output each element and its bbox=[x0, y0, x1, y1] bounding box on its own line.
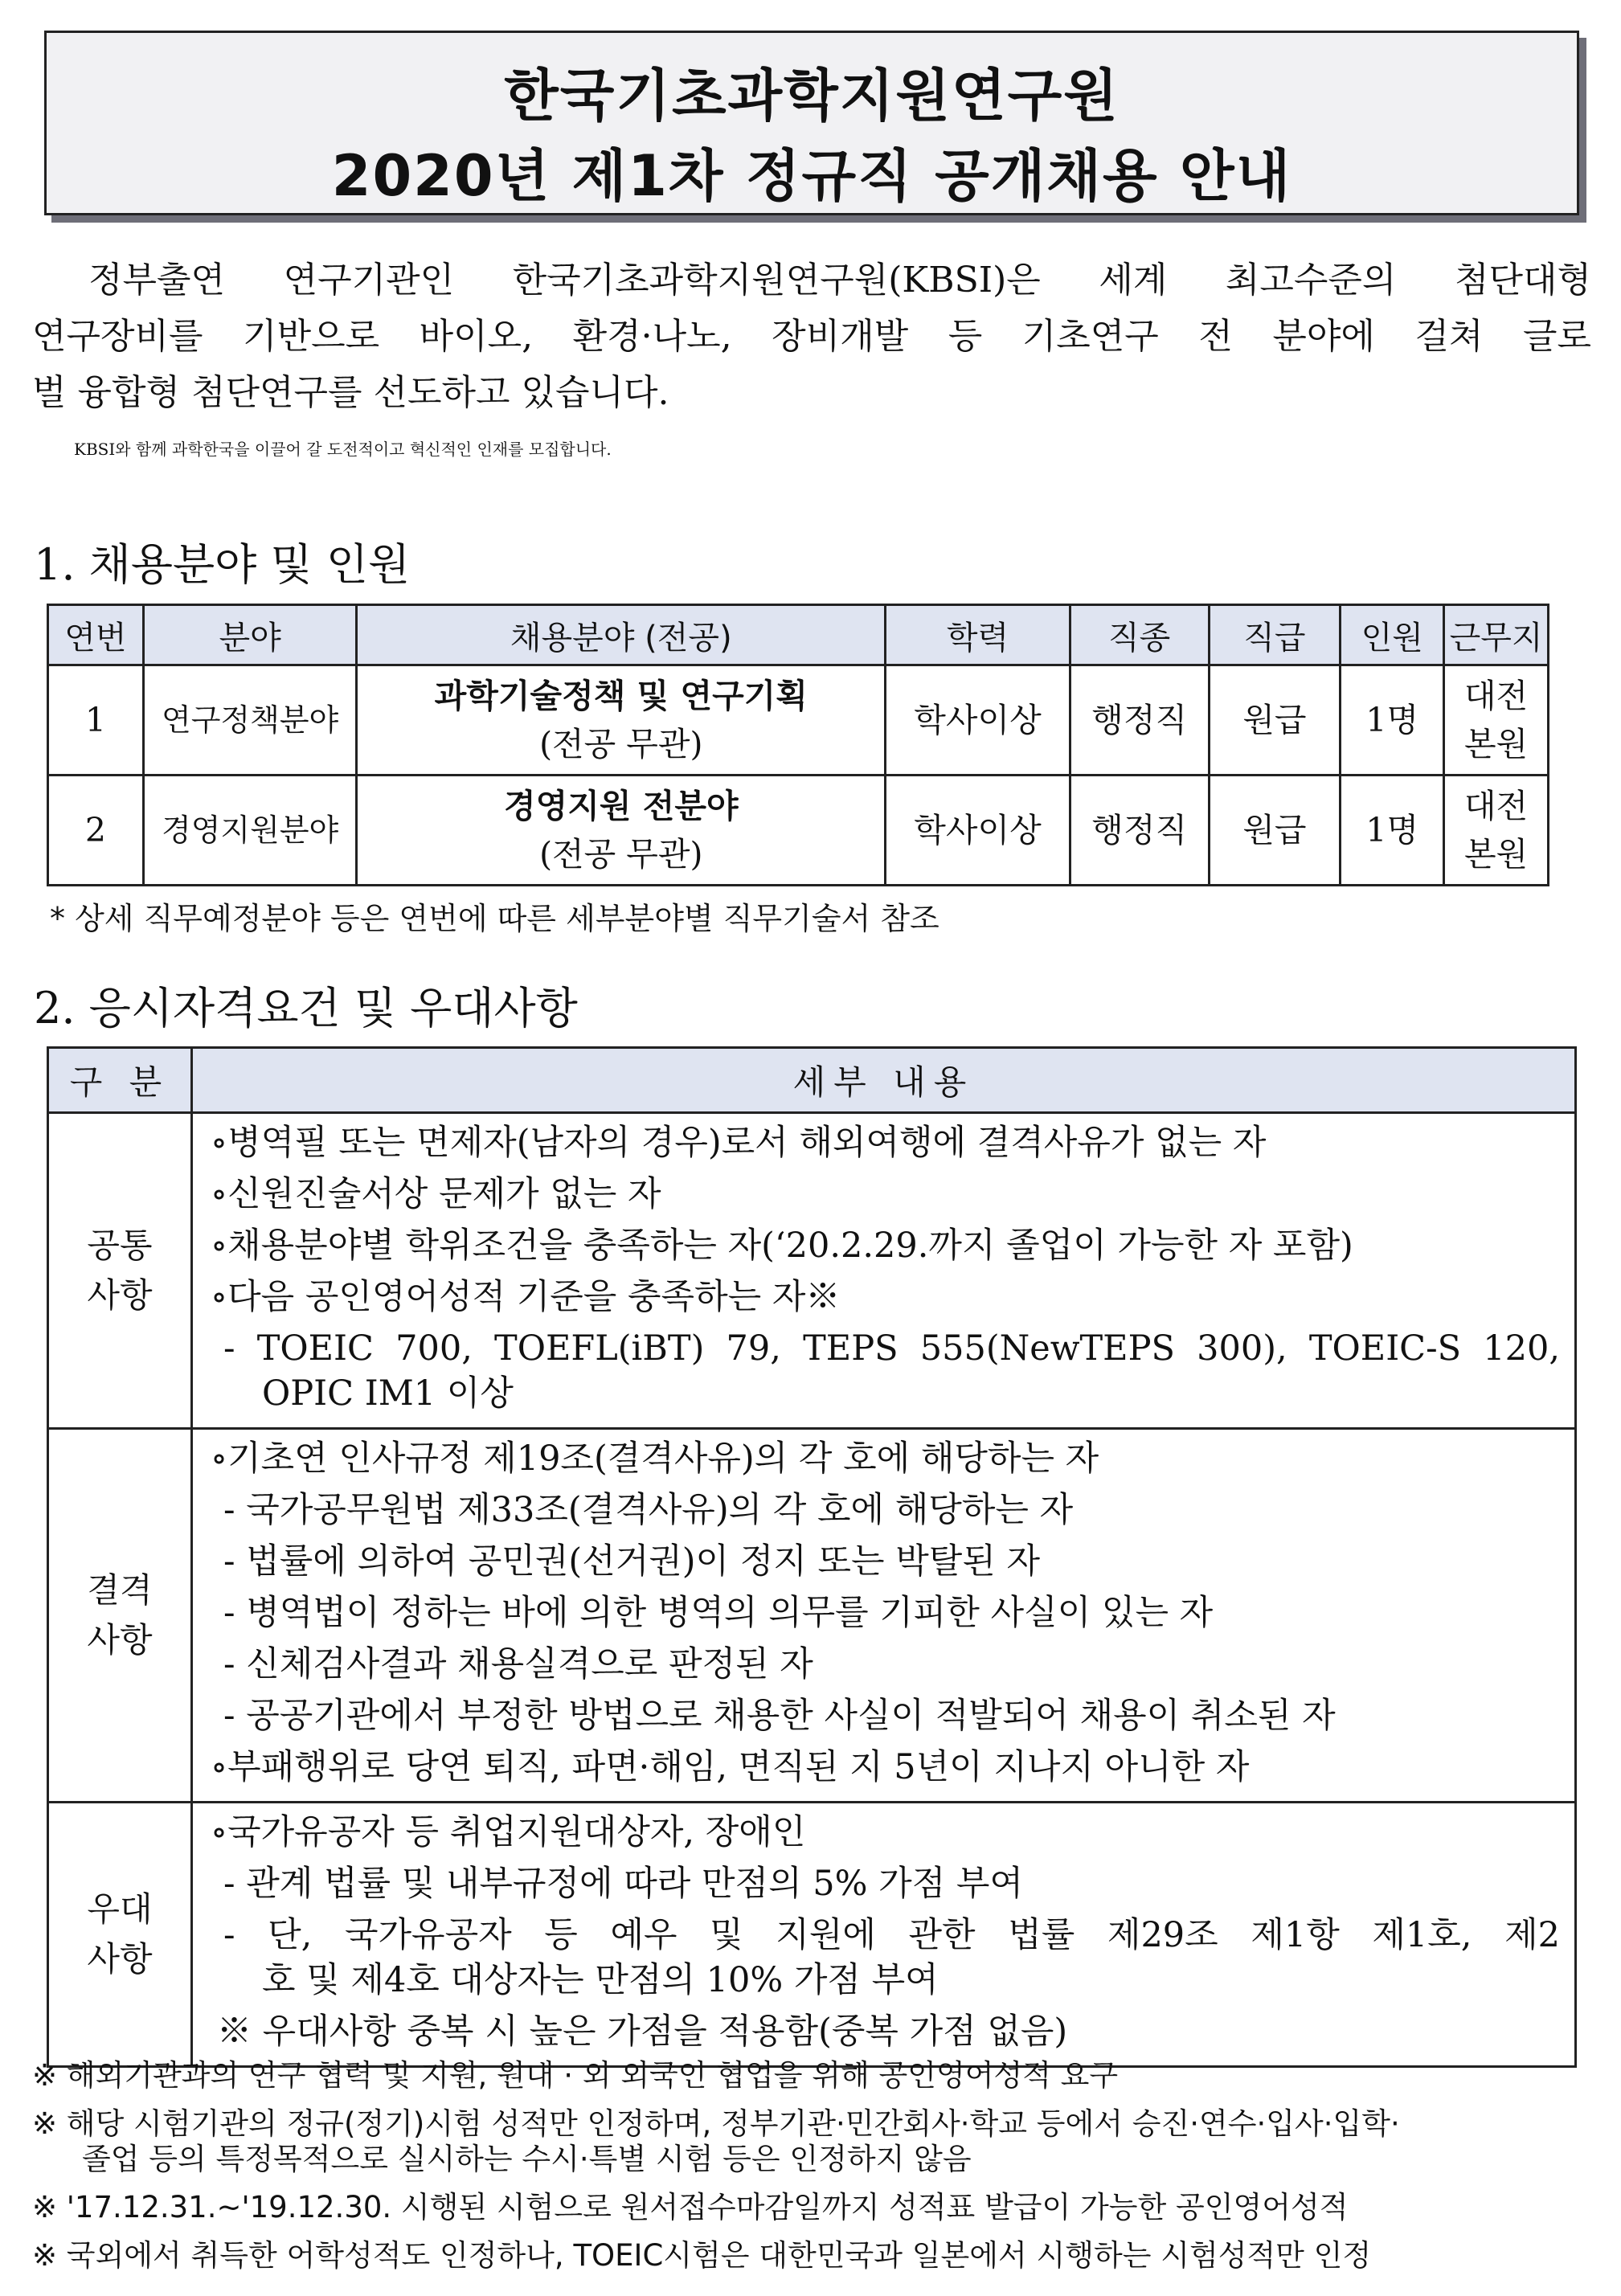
detail-line: - 신체검사결과 채용실격으로 판정된 자 bbox=[223, 1644, 813, 1684]
col-no: 연번 bbox=[48, 605, 144, 665]
category-disqualification bbox=[48, 1429, 192, 1803]
detail-common bbox=[192, 1113, 1576, 1429]
field-major: (전공 무관) bbox=[539, 725, 703, 763]
detail-line: - 공공기관에서 부정한 방법으로 채용한 사실이 적발되어 채용이 취소된 자 bbox=[223, 1696, 1336, 1736]
col-detail: 세부 내용 bbox=[192, 1048, 1576, 1113]
col-count: 인원 bbox=[1341, 605, 1444, 665]
location-site: 본원 bbox=[1463, 725, 1529, 763]
category-preference bbox=[48, 1803, 192, 2067]
row-grade: 원급 bbox=[1209, 776, 1341, 886]
table-row bbox=[48, 665, 1549, 776]
table-row bbox=[48, 1113, 1576, 1429]
category-common bbox=[48, 1113, 192, 1429]
row-no: 1 bbox=[48, 665, 144, 776]
detail-line: OPIC IM1 이상 bbox=[262, 1373, 514, 1414]
row-count: 1명 bbox=[1341, 776, 1444, 886]
requirements-table-header bbox=[48, 1048, 1576, 1113]
row-no: 2 bbox=[48, 776, 144, 886]
category-label: 결격 bbox=[87, 1570, 153, 1610]
row-field bbox=[357, 776, 886, 886]
col-area: 분야 bbox=[143, 605, 357, 665]
category-label: 사항 bbox=[87, 1275, 153, 1315]
col-location: 근무지 bbox=[1444, 605, 1549, 665]
detail-line: - 관계 법률 및 내부규정에 따라 만점의 5% 가점 부여 bbox=[223, 1864, 1023, 1904]
detail-line: ∘병역필 또는 면제자(남자의 경우)로서 해외여행에 결격사유가 없는 자 bbox=[211, 1123, 1267, 1163]
field-name: 경영지원 전분야 bbox=[504, 787, 739, 825]
table-row bbox=[48, 1803, 1576, 2067]
footnote-1: ※ 해외기관과의 연구 협력 및 지원, 원내 · 외 외국인 협업을 위해 공인영어성적 요구 bbox=[32, 2058, 1119, 2093]
table-row bbox=[48, 776, 1549, 886]
row-area: 경영지원분야 bbox=[143, 776, 357, 886]
col-grade: 직급 bbox=[1209, 605, 1341, 665]
detail-line: - 병역법이 정하는 바에 의한 병역의 의무를 기피한 사실이 있는 자 bbox=[223, 1593, 1214, 1633]
section1-note: * 상세 직무예정분야 등은 연번에 따른 세부분야별 직무기술서 참조 bbox=[50, 901, 939, 936]
requirements-table bbox=[47, 1046, 1577, 2068]
footnote-2a: ※ 해당 시험기관의 정규(정기)시험 성적만 인정하며, 정부기관·민간회사·학교 등에서 승진·연수·입사·입학· bbox=[32, 2106, 1400, 2141]
col-edu: 학력 bbox=[886, 605, 1070, 665]
category-label: 사항 bbox=[87, 1620, 153, 1660]
footnote-2b: 졸업 등의 특정목적으로 실시하는 수시·특별 시험 등은 인정하지 않음 bbox=[82, 2142, 972, 2176]
col-field: 채용분야 (전공) bbox=[357, 605, 886, 665]
detail-line: - 국가공무원법 제33조(결격사유)의 각 호에 해당하는 자 bbox=[223, 1490, 1074, 1530]
recruit-table-header bbox=[48, 605, 1549, 665]
detail-line: - 단, 국가유공자 등 예우 및 지원에 관한 법률 제29조 제1항 제1호, 제2 bbox=[223, 1915, 1560, 1955]
field-name: 과학기술정책 및 연구기획 bbox=[434, 677, 808, 715]
detail-line: ∘부패행위로 당연 퇴직, 파면·해임, 면직된 지 5년이 지나지 아니한 자 bbox=[211, 1747, 1250, 1787]
detail-line: ∘다음 공인영어성적 기준을 충족하는 자※ bbox=[211, 1277, 841, 1317]
category-label: 사항 bbox=[87, 1939, 153, 1979]
intro-line-4: KBSI와 함께 과학한국을 이끌어 갈 도전적이고 혁신적인 인재를 모집합니다. bbox=[74, 440, 612, 459]
section2-heading: 2. 응시자격요건 및 우대사항 bbox=[34, 983, 578, 1033]
col-type: 직종 bbox=[1070, 605, 1209, 665]
intro-line-2: 연구장비를 기반으로 바이오, 환경·나노, 장비개발 등 기초연구 전 분야에 걸쳐 글로 bbox=[32, 316, 1591, 357]
row-field bbox=[357, 665, 886, 776]
detail-line: 호 및 제4호 대상자는 만점의 10% 가점 부여 bbox=[262, 1960, 939, 2000]
table-row bbox=[48, 1429, 1576, 1803]
location-city: 대전 bbox=[1463, 677, 1529, 715]
detail-disqualification bbox=[192, 1429, 1576, 1803]
detail-line: ∘채용분야별 학위조건을 충족하는 자(‘20.2.29.까지 졸업이 가능한 자 포함) bbox=[211, 1226, 1353, 1266]
col-category: 구 분 bbox=[48, 1048, 192, 1113]
row-grade: 원급 bbox=[1209, 665, 1341, 776]
row-edu: 학사이상 bbox=[886, 665, 1070, 776]
row-area: 연구정책분야 bbox=[143, 665, 357, 776]
category-label: 우대 bbox=[87, 1889, 153, 1929]
row-location bbox=[1444, 776, 1549, 886]
title-notice: 2020년 제1차 정규직 공개채용 안내 bbox=[331, 143, 1292, 209]
detail-line: - TOEIC 700, TOEFL(iBT) 79, TEPS 555(NewTEPS 300), TOEIC-S 120, bbox=[223, 1328, 1560, 1369]
title-org: 한국기초과학지원연구원 bbox=[504, 63, 1120, 129]
intro-line-1: 정부출연 연구기관인 한국기초과학지원연구원(KBSI)은 세계 최고수준의 첨단대형 bbox=[88, 260, 1591, 301]
detail-line: ※ 우대사항 중복 시 높은 가점을 적용함(중복 가점 없음) bbox=[217, 2012, 1068, 2052]
row-type: 행정직 bbox=[1070, 776, 1209, 886]
footnote-4: ※ 국외에서 취득한 어학성적도 인정하나, TOEIC시험은 대한민국과 일본에서 시행하는 시험성적만 인정 bbox=[32, 2238, 1372, 2273]
row-location bbox=[1444, 665, 1549, 776]
detail-line: ∘신원진술서상 문제가 없는 자 bbox=[211, 1174, 661, 1214]
row-count: 1명 bbox=[1341, 665, 1444, 776]
footnote-3: ※ '17.12.31.~'19.12.30. 시행된 시험으로 원서접수마감일까지 성적표 발급이 가능한 공인영어성적 bbox=[32, 2190, 1349, 2224]
section1-heading: 1. 채용분야 및 인원 bbox=[34, 539, 411, 590]
location-city: 대전 bbox=[1463, 787, 1529, 825]
row-edu: 학사이상 bbox=[886, 776, 1070, 886]
detail-preference bbox=[192, 1803, 1576, 2067]
row-type: 행정직 bbox=[1070, 665, 1209, 776]
recruit-table bbox=[47, 604, 1549, 886]
title-box bbox=[44, 31, 1579, 215]
detail-line: ∘국가유공자 등 취업지원대상자, 장애인 bbox=[211, 1812, 806, 1852]
field-major: (전공 무관) bbox=[539, 835, 703, 874]
detail-line: ∘기초연 인사규정 제19조(결격사유)의 각 호에 해당하는 자 bbox=[211, 1439, 1099, 1479]
detail-line: - 법률에 의하여 공민권(선거권)이 정지 또는 박탈된 자 bbox=[223, 1541, 1041, 1582]
category-label: 공통 bbox=[87, 1226, 153, 1265]
intro-line-3: 벌 융합형 첨단연구를 선도하고 있습니다. bbox=[32, 372, 669, 413]
location-site: 본원 bbox=[1463, 835, 1529, 874]
